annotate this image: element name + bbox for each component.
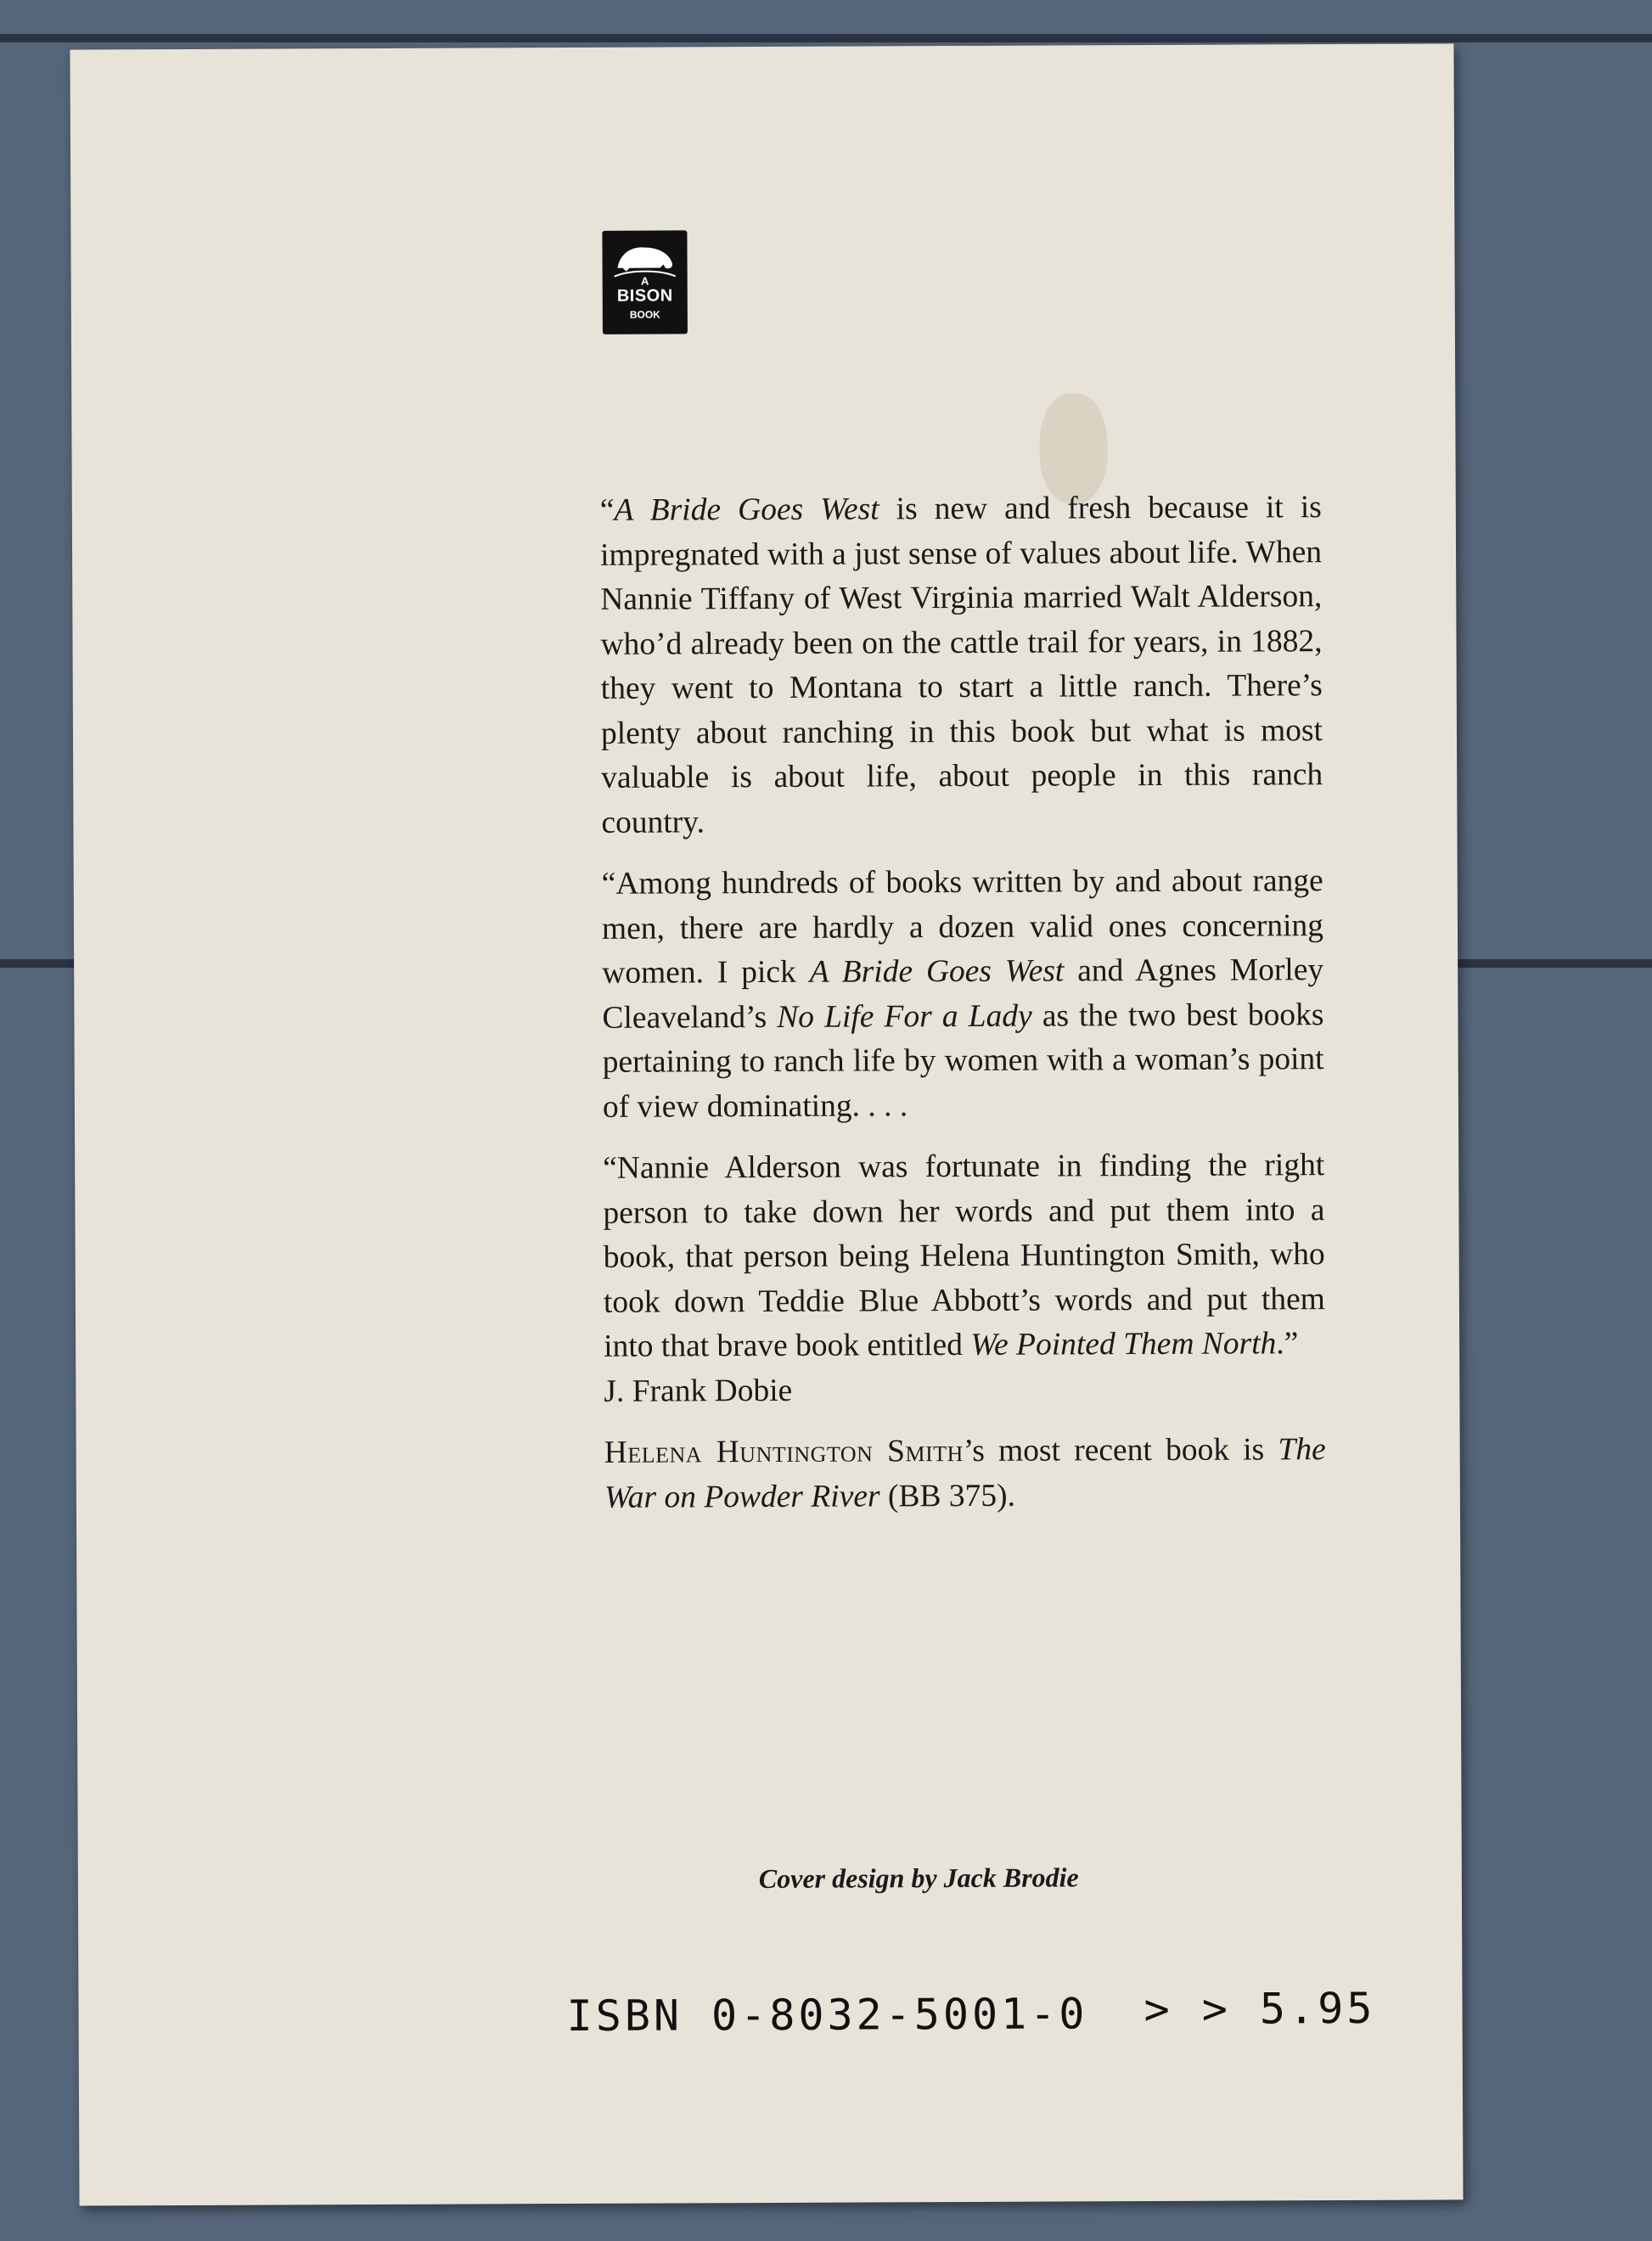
quote-paragraph-1: “A Bride Goes West is new and fresh because it is impregnated with a just sense of values about life. When Nannie Tiffany of West Virginia married Walt Alderson, who’d already been on the cattle trail for years, in 1882, they went to Montana to start a little ranch. There’s plenty about ranching in this book but what is most valuable is about life, about people in this ranch country. <box>599 490 1323 840</box>
book-title: No Life For a Lady <box>777 998 1032 1035</box>
wood-plank <box>0 0 1652 34</box>
book-title: The War on Powder River <box>604 1432 1326 1515</box>
author-name: Helena Huntington Smith <box>604 1433 964 1470</box>
plank-gap <box>0 34 1652 42</box>
logo-text-a: A <box>640 274 649 288</box>
bison-book-logo <box>602 230 688 334</box>
logo-text-bison: BISON <box>616 286 673 306</box>
book-back-cover <box>70 43 1463 2205</box>
quote-paragraph-3: “Nannie Alderson was fortunate in finding the right person to take down her words and put them into a book, that person being Helena Huntington Smith, who took down Teddie Blue Abbott’s words and put them into that brave book entitled We Pointed Them North.” <box>603 1148 1325 1364</box>
isbn-number: ISBN 0-8032-5001-0 <box>566 1989 1088 2042</box>
price: > > 5.95 <box>1143 1983 1376 2035</box>
quote-attribution: J. Frank Dobie <box>604 1373 793 1409</box>
book-title: A Bride Goes West <box>809 953 1065 990</box>
logo-text-book: BOOK <box>629 308 660 321</box>
blurb-text <box>600 486 1326 1537</box>
quote-paragraph-2: “Among hundreds of books written by and about range men, there are hardly a dozen valid ones concerning women. I pick A Bride Goes West and Agnes Morley Cleaveland’s No Life For a Lady as the two best books pertaining to ranch life by women with a woman’s point of view dominating. . . . <box>601 863 1324 1125</box>
book-title: We Pointed Them North <box>970 1326 1277 1362</box>
author-note: Helena Huntington Smith’s most recent book is The War on Powder River (BB 375). <box>604 1432 1326 1515</box>
book-title: A Bride Goes West <box>614 491 879 528</box>
cover-design-credit: Cover design by Jack Brodie <box>758 1862 1079 1895</box>
